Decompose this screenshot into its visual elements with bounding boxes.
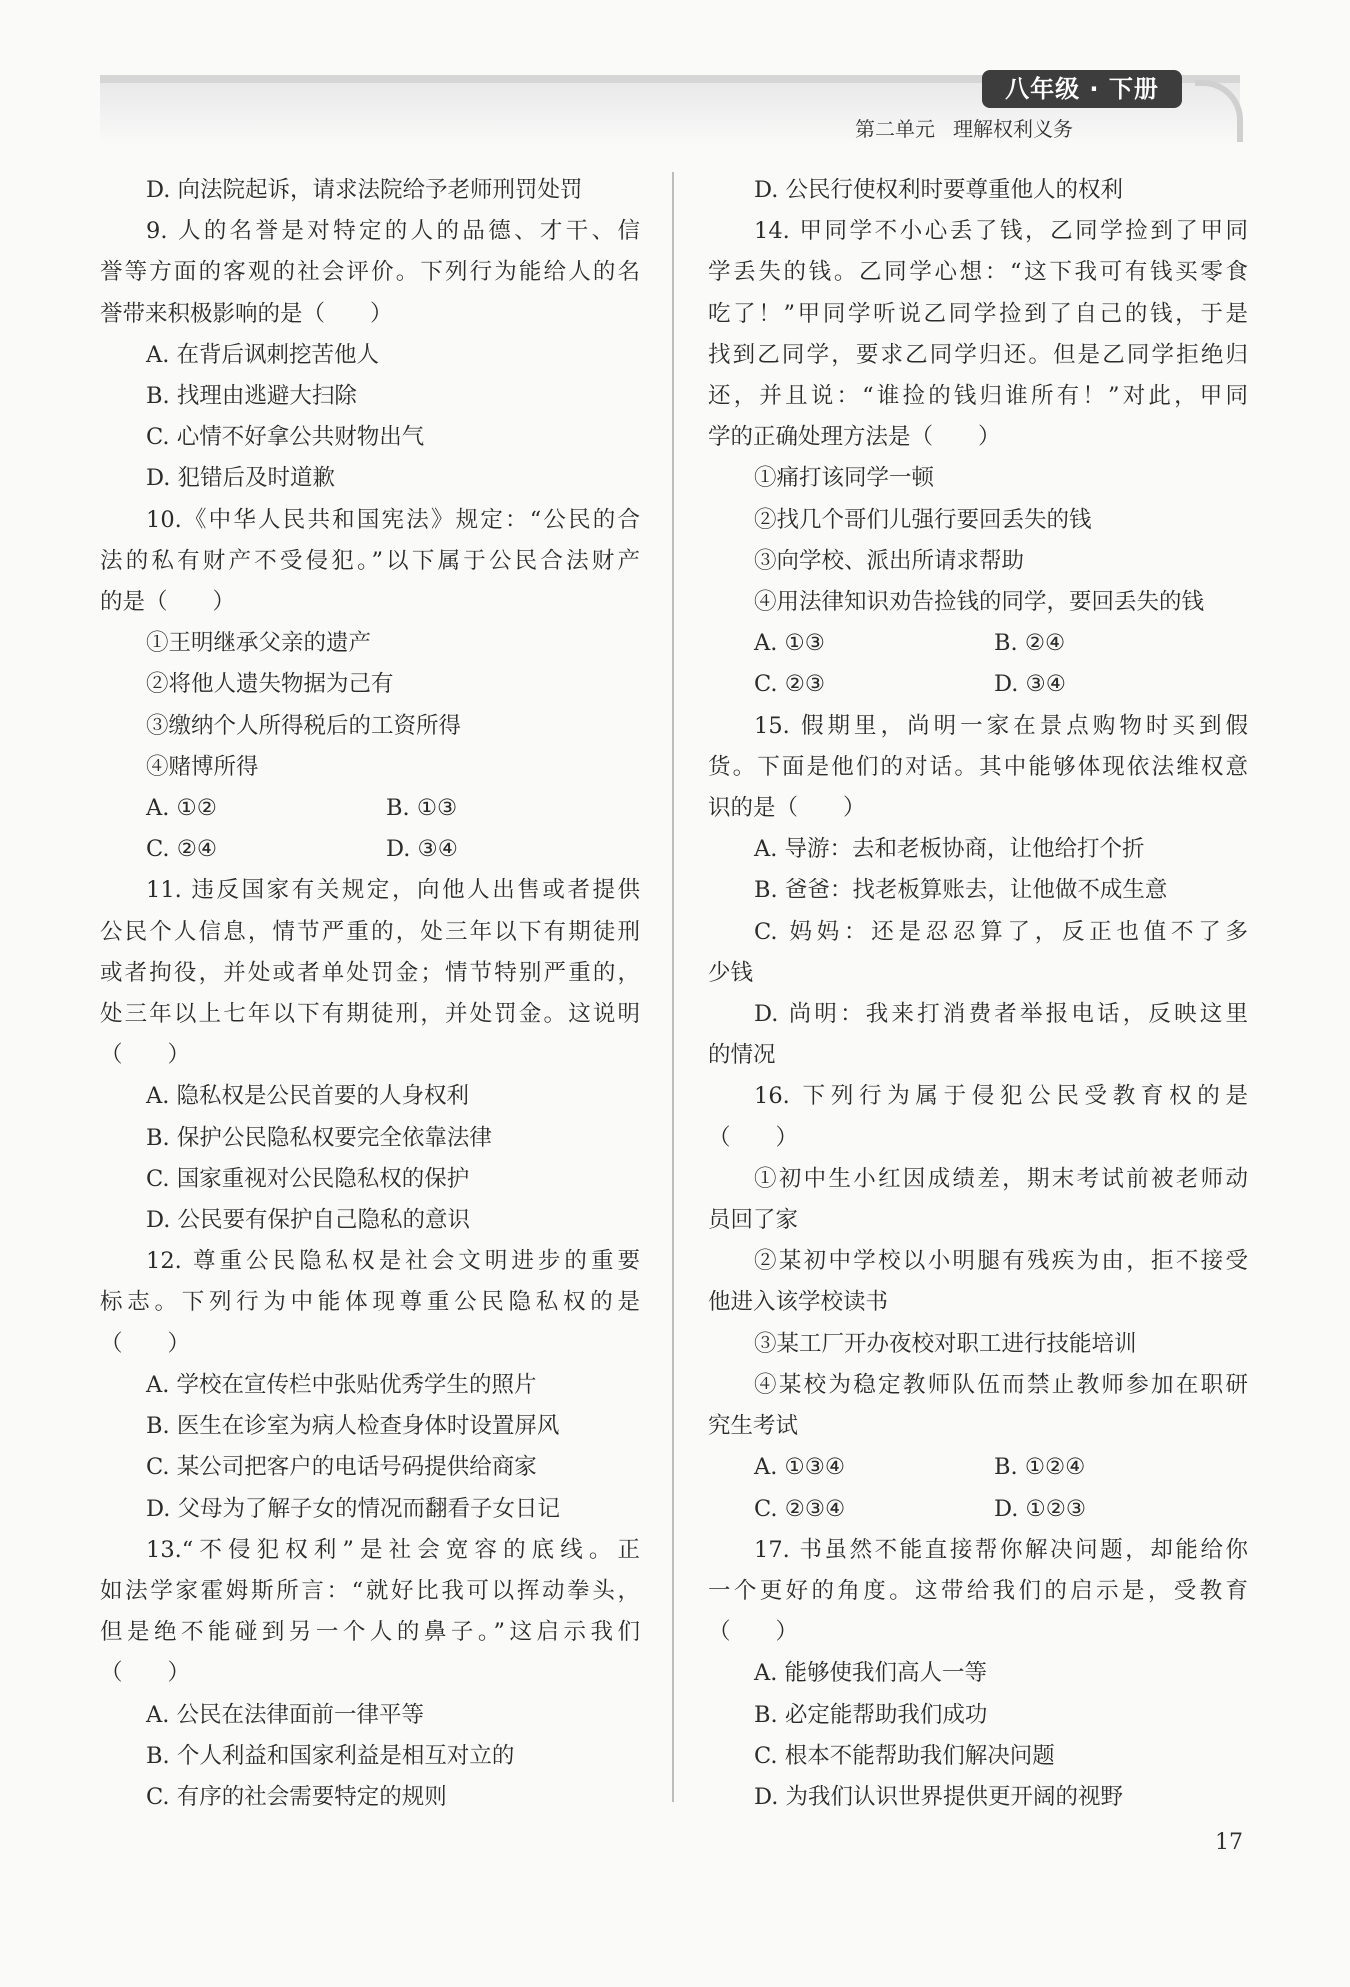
- text-line: 的是（ ）: [100, 589, 236, 616]
- text-line: ②将他人遗失物据为己有: [146, 671, 394, 698]
- text-line: D. 公民行使权利时要尊重他人的权利: [754, 177, 1124, 203]
- text-line: （ ）: [100, 1660, 191, 1687]
- text-line: 学丢失的钱。乙同学心想：“这下我可有钱买零食: [708, 259, 1248, 286]
- text-line: ④赌博所得: [146, 753, 259, 780]
- option-row: [708, 1447, 1248, 1488]
- option-choice: B. ①②④: [994, 1454, 1086, 1481]
- option-choice: A. ①②: [146, 795, 217, 822]
- text-line: ④某校为稳定教师队伍而禁止教师参加在职研: [754, 1371, 1248, 1398]
- text-line: 11. 违反国家有关规定，向他人出售或者提供: [146, 877, 640, 904]
- text-line: 公民个人信息，情节严重的，处三年以下有期徒刑: [100, 918, 640, 945]
- text-line: 但是绝不能碰到另一个人的鼻子。”这启示我们: [100, 1619, 640, 1646]
- text-line: 10.《中华人民共和国宪法》规定：“公民的合: [146, 506, 640, 533]
- text-line: B. 保护公民隐私权要完全依靠法律: [146, 1124, 492, 1151]
- option-row: [708, 664, 1248, 705]
- text-line: D. 尚明：我来打消费者举报电话，反映这里: [754, 1001, 1248, 1028]
- text-line: ②找几个哥们儿强行要回丢失的钱: [754, 506, 1092, 533]
- option-choice: C. ②③: [754, 671, 826, 698]
- text-line: （ ）: [100, 1042, 191, 1069]
- text-line: 员回了家: [708, 1207, 799, 1234]
- page-number: 17: [1215, 1830, 1243, 1855]
- option-choice: D. ③④: [386, 836, 458, 863]
- text-line: 的情况: [708, 1042, 776, 1069]
- option-choice: C. ②③④: [754, 1495, 846, 1522]
- text-line: 13.“不侵犯权利”是社会宽容的底线。正: [146, 1536, 640, 1563]
- text-line: 或者拘役，并处或者单处罚金；情节特别严重的，: [100, 959, 640, 986]
- text-line: 誉等方面的客观的社会评价。下列行为能给人的名: [100, 259, 640, 286]
- option-choice: B. ②④: [994, 630, 1066, 657]
- text-line: 17. 书虽然不能直接帮你解决问题，却能给你: [754, 1536, 1248, 1563]
- option-choice: B. ①③: [386, 795, 458, 822]
- text-line: 法的私有财产不受侵犯。”以下属于公民合法财产: [100, 547, 640, 574]
- text-line: ②某初中学校以小明腿有残疾为由，拒不接受: [754, 1248, 1248, 1275]
- option-choice: A. ①③: [754, 630, 825, 657]
- text-line: ③向学校、派出所请求帮助: [754, 547, 1025, 574]
- text-line: 标志。下列行为中能体现尊重公民隐私权的是: [100, 1289, 640, 1316]
- text-line: 货。下面是他们的对话。其中能够体现依法维权意: [708, 753, 1248, 780]
- column-divider: [672, 172, 674, 1802]
- option-row: [100, 788, 640, 829]
- text-line: ④用法律知识劝告捡钱的同学，要回丢失的钱: [754, 589, 1205, 616]
- text-line: D. 公民要有保护自己隐私的意识: [146, 1207, 471, 1234]
- text-line: 找到乙同学，要求乙同学归还。但是乙同学拒绝归: [708, 341, 1248, 368]
- text-line: C. 某公司把客户的电话号码提供给商家: [146, 1454, 537, 1481]
- text-line: 少钱: [708, 959, 754, 986]
- option-row: [100, 829, 640, 870]
- text-line: 誉带来积极影响的是（ ）: [100, 300, 393, 327]
- option-row: [708, 1489, 1248, 1530]
- text-line: ③缴纳个人所得税后的工资所得: [146, 712, 462, 739]
- text-line: 16. 下列行为属于侵犯公民受教育权的是: [754, 1083, 1248, 1110]
- text-line: 9. 人的名誉是对特定的人的品德、才干、信: [146, 218, 640, 245]
- text-line: （ ）: [708, 1124, 799, 1151]
- text-line: ③某工厂开办夜校对职工进行技能培训: [754, 1330, 1137, 1357]
- text-line: ①初中生小红因成绩差，期末考试前被老师动: [754, 1165, 1248, 1192]
- unit-title: [855, 113, 1185, 142]
- option-choice: D. ③④: [994, 671, 1066, 698]
- text-line: 究生考试: [708, 1413, 799, 1440]
- text-line: 如法学家霍姆斯所言：“就好比我可以挥动拳头，: [100, 1577, 640, 1604]
- text-line: B. 找理由逃避大扫除: [146, 383, 357, 410]
- text-line: 还，并且说：“谁捡的钱归谁所有！”对此，甲同: [708, 383, 1248, 410]
- right-column: [708, 170, 1248, 1818]
- text-line: （ ）: [100, 1330, 191, 1357]
- text-line: 学的正确处理方法是（ ）: [708, 424, 1001, 451]
- grade-badge: 八年级 · 下册: [982, 70, 1182, 108]
- text-line: A. 导游：去和老板协商，让他给打个折: [754, 836, 1145, 863]
- text-line: B. 必定能帮助我们成功: [754, 1701, 988, 1728]
- text-line: D. 向法院起诉，请求法院给予老师刑罚处罚: [146, 177, 583, 203]
- text-line: 12. 尊重公民隐私权是社会文明进步的重要: [146, 1248, 640, 1275]
- text-line: D. 犯错后及时道歉: [146, 465, 336, 492]
- text-line: C. 妈妈：还是忍忍算了，反正也值不了多: [754, 918, 1248, 945]
- text-line: ①痛打该同学一顿: [754, 465, 935, 492]
- text-line: D. 为我们认识世界提供更开阔的视野: [754, 1783, 1124, 1810]
- unit-name: 理解权利义务: [953, 117, 1073, 141]
- text-line: 14. 甲同学不小心丢了钱，乙同学捡到了甲同: [754, 218, 1248, 245]
- text-line: C. 根本不能帮助我们解决问题: [754, 1742, 1055, 1769]
- text-line: 吃了！”甲同学听说乙同学捡到了自己的钱，于是: [708, 300, 1248, 327]
- unit-label: 第二单元: [855, 117, 935, 141]
- text-line: C. 心情不好拿公共财物出气: [146, 424, 425, 451]
- text-line: A. 隐私权是公民首要的人身权利: [146, 1083, 470, 1110]
- text-line: 处三年以上七年以下有期徒刑，并处罚金。这说明: [100, 1001, 640, 1028]
- text-line: B. 爸爸：找老板算账去，让他做不成生意: [754, 877, 1168, 904]
- left-column: [100, 170, 640, 1818]
- text-line: C. 有序的社会需要特定的规则: [146, 1783, 447, 1810]
- text-line: C. 国家重视对公民隐私权的保护: [146, 1165, 470, 1192]
- text-line: B. 个人利益和国家利益是相互对立的: [146, 1742, 515, 1769]
- option-choice: D. ①②③: [994, 1495, 1087, 1522]
- text-line: A. 在背后讽刺挖苦他人: [146, 341, 380, 368]
- text-line: （ ）: [708, 1619, 799, 1646]
- option-choice: A. ①③④: [754, 1454, 846, 1481]
- text-line: A. 能够使我们高人一等: [754, 1660, 988, 1687]
- text-line: A. 公民在法律面前一律平等: [146, 1701, 425, 1728]
- text-line: A. 学校在宣传栏中张贴优秀学生的照片: [146, 1371, 537, 1398]
- text-line: B. 医生在诊室为病人检查身体时设置屏风: [146, 1413, 560, 1440]
- text-line: 一个更好的角度。这带给我们的启示是，受教育: [708, 1577, 1248, 1604]
- text-line: 他进入该学校读书: [708, 1289, 889, 1316]
- text-line: 15. 假期里，尚明一家在景点购物时买到假: [754, 712, 1248, 739]
- option-choice: C. ②④: [146, 836, 218, 863]
- text-line: 识的是（ ）: [708, 795, 866, 822]
- text-line: ①王明继承父亲的遗产: [146, 630, 372, 657]
- text-line: D. 父母为了解子女的情况而翻看子女日记: [146, 1495, 561, 1522]
- option-row: [708, 623, 1248, 664]
